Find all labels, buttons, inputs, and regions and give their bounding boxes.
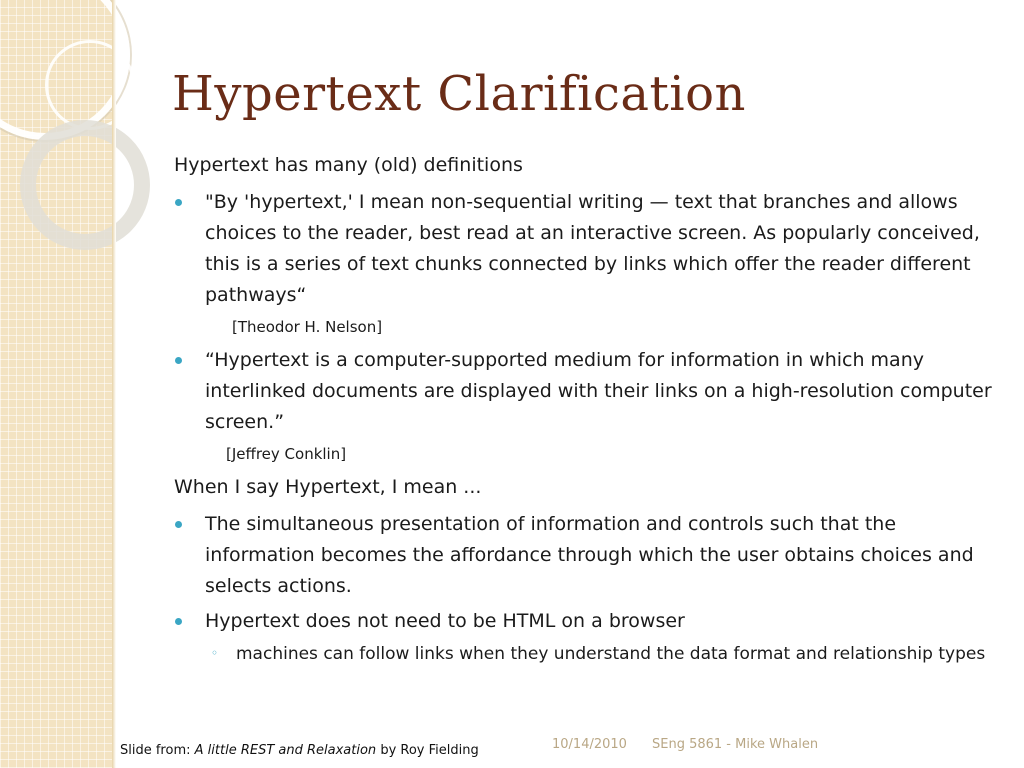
bullet-dot-icon xyxy=(175,521,182,528)
quote-text: "By 'hypertext,' I mean non-sequential writing — text that branches and allows choices to the reader, best read at an interactive screen. As popularly conceived, this is a series of text chunks connected by links which offer the reader different pathways“ xyxy=(205,191,980,306)
source-title: A little REST and Relaxation xyxy=(194,743,377,758)
sub-bullet-text: machines can follow links when they understand the data format and relationship types xyxy=(236,644,986,664)
bullet-dot-icon xyxy=(175,357,182,364)
bullet-dot-icon xyxy=(175,199,182,206)
decorative-side-strip xyxy=(0,0,112,768)
meaning-bullet xyxy=(174,606,994,637)
decorative-ring xyxy=(20,120,150,250)
footer-course: SEng 5861 - Mike Whalen xyxy=(652,737,819,752)
quote-bullet-conklin xyxy=(174,345,994,438)
slide-title: Hypertext Clarification xyxy=(172,66,746,122)
slide-body xyxy=(174,150,994,668)
source-credit xyxy=(120,743,479,758)
meaning-text: Hypertext does not need to be HTML on a browser xyxy=(205,610,685,632)
meaning-text: The simultaneous presentation of information and controls such that the information becomes the affordance through which the user obtains choices and selects actions. xyxy=(205,513,974,597)
bullet-dot-icon xyxy=(175,618,182,625)
footer-date: 10/14/2010 xyxy=(552,737,627,752)
source-prefix: Slide from: xyxy=(120,743,191,758)
intro-line: Hypertext has many (old) definitions xyxy=(174,154,523,176)
meaning-heading: When I say Hypertext, I mean ... xyxy=(174,476,482,498)
decorative-ring xyxy=(45,40,135,130)
quote-bullet-nelson xyxy=(174,187,994,311)
sub-bullet xyxy=(174,641,994,668)
hollow-bullet-icon: ◦ xyxy=(211,646,219,660)
quote-text: “Hypertext is a computer-supported medium for information in which many interlinked documents are displayed with their links on a high-resolution computer screen.” xyxy=(205,349,992,433)
citation-nelson: [Theodor H. Nelson] xyxy=(232,318,383,336)
source-suffix: by Roy Fielding xyxy=(380,743,479,758)
meaning-bullet xyxy=(174,509,994,602)
citation-conklin: [Jeffrey Conklin] xyxy=(226,445,347,463)
side-strip-edge xyxy=(112,0,116,768)
